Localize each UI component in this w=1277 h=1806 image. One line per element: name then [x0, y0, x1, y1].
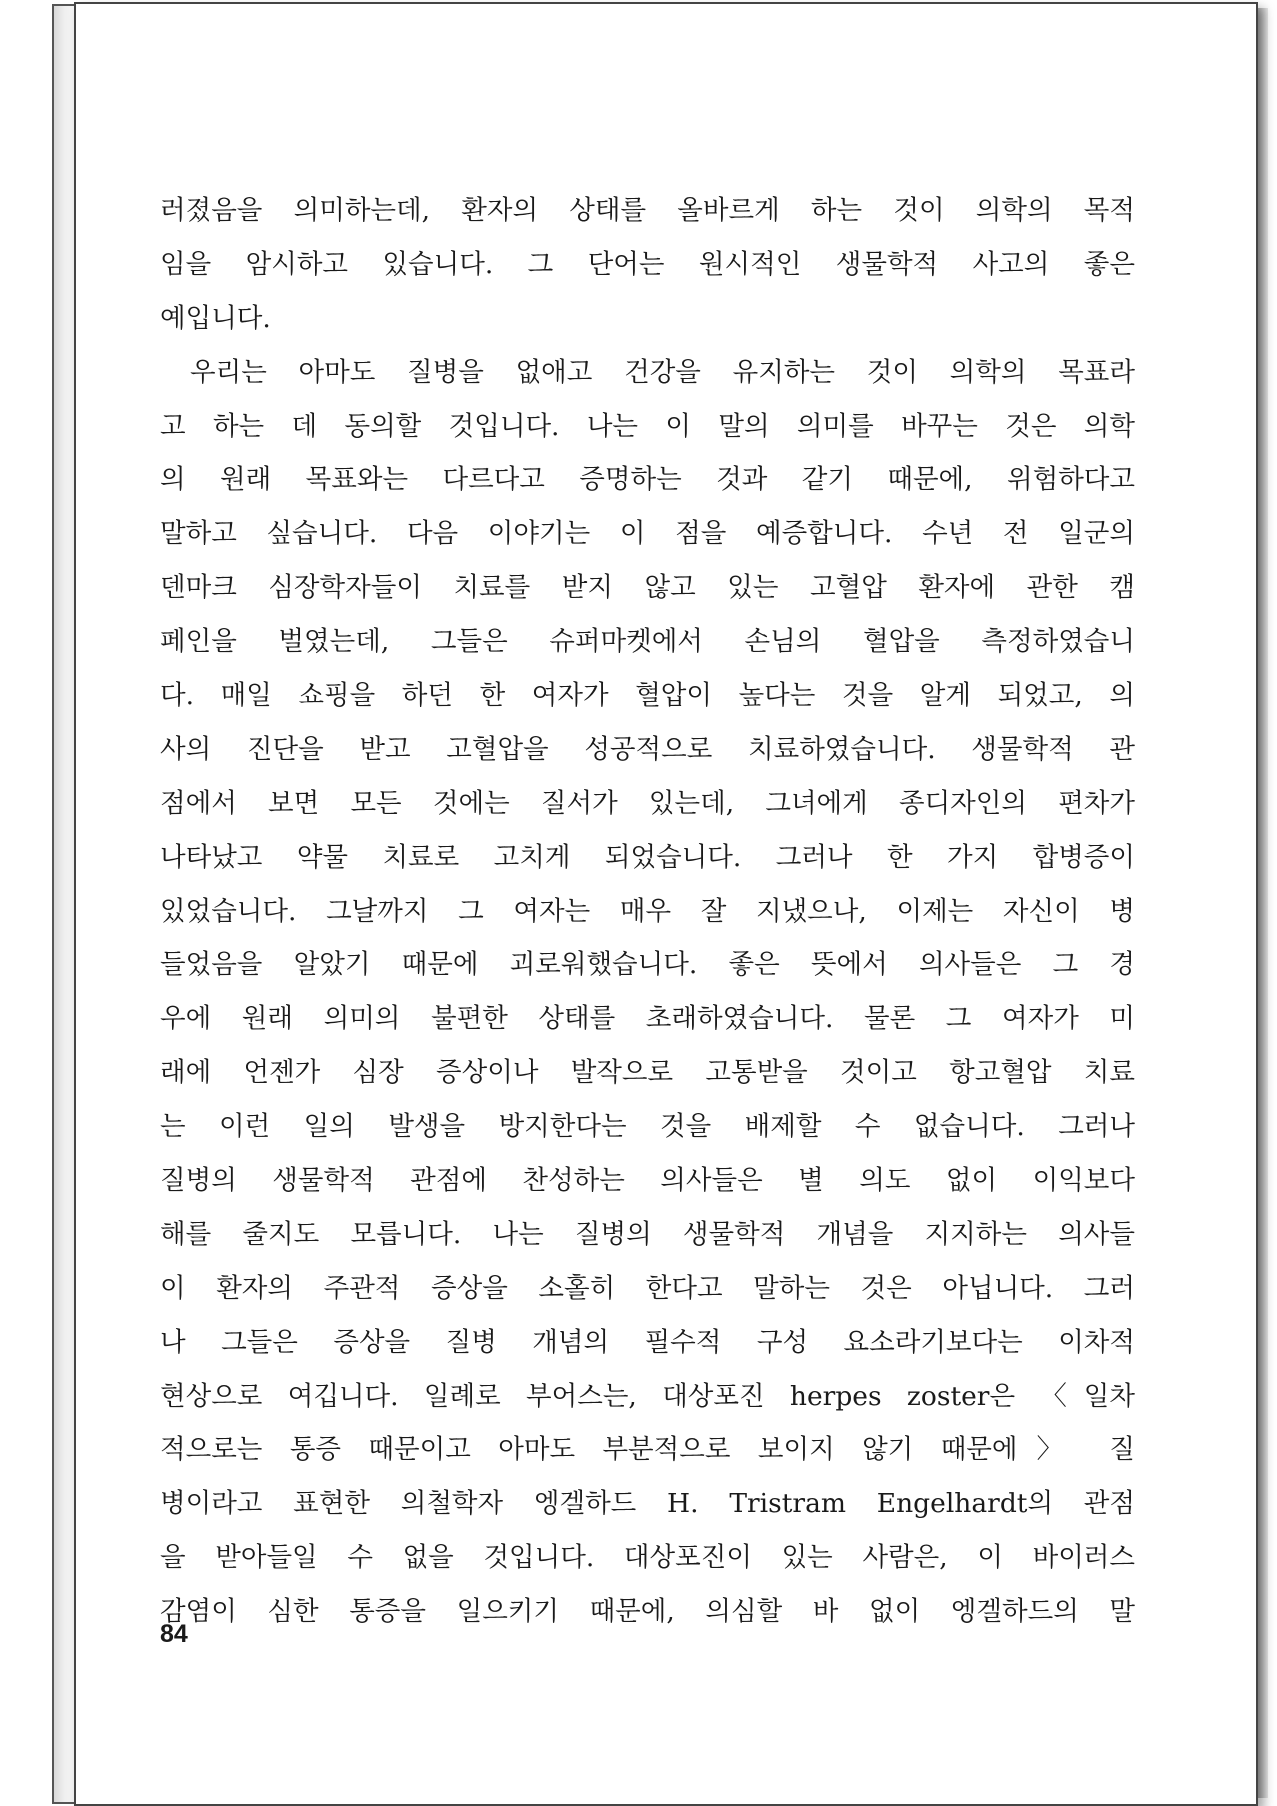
text-line: 있었습니다. 그날까지 그 여자는 매우 잘 지냈으나, 이제는 자신이 병 — [160, 895, 1135, 927]
text-line: 임을 암시하고 있습니다. 그 단어는 원시적인 생물학적 사고의 좋은 — [160, 248, 1135, 280]
text-line: 는 이런 일의 발생을 방지한다는 것을 배제할 수 없습니다. 그러나 — [160, 1111, 1135, 1143]
text-line: 페인을 벌였는데, 그들은 슈퍼마켓에서 손님의 혈압을 측정하였습니 — [160, 626, 1135, 658]
text-line: 우에 원래 의미의 불편한 상태를 초래하였습니다. 물론 그 여자가 미 — [160, 1003, 1135, 1035]
text-line: 덴마크 심장학자들이 치료를 받지 않고 있는 고혈압 환자에 관한 캠 — [160, 572, 1135, 604]
text-line: 나 그들은 증상을 질병 개념의 필수적 구성 요소라기보다는 이차적 — [160, 1326, 1135, 1358]
text-line: 해를 줄지도 모릅니다. 나는 질병의 생물학적 개념을 지지하는 의사들 — [160, 1218, 1135, 1250]
text-line: 예입니다. — [160, 302, 271, 334]
text-line: 나타났고 약물 치료로 고치게 되었습니다. 그러나 한 가지 합병증이 — [160, 841, 1135, 873]
text-line: 들었음을 알았기 때문에 괴로워했습니다. 좋은 뜻에서 의사들은 그 경 — [160, 949, 1135, 981]
text-line: 다. 매일 쇼핑을 하던 한 여자가 혈압이 높다는 것을 알게 되었고, 의 — [160, 680, 1135, 712]
text-line: 병이라고 표현한 의철학자 엥겔하드 H. Tristram Engelhardt의 관점 — [160, 1488, 1135, 1520]
text-line: 이 환자의 주관적 증상을 소홀히 한다고 말하는 것은 아닙니다. 그러 — [160, 1272, 1135, 1304]
text-line: 점에서 보면 모든 것에는 질서가 있는데, 그녀에게 종디자인의 편차가 — [160, 787, 1135, 819]
text-line: 사의 진단을 받고 고혈압을 성공적으로 치료하였습니다. 생물학적 관 — [160, 733, 1135, 765]
text-line: 말하고 싶습니다. 다음 이야기는 이 점을 예증합니다. 수년 전 일군의 — [160, 518, 1135, 550]
text-line: 현상으로 여깁니다. 일례로 부어스는, 대상포진 herpes zoster은 〈일차 — [160, 1380, 1135, 1412]
text-line: 적으로는 통증 때문이고 아마도 부분적으로 보이지 않기 때문에〉 질 — [160, 1434, 1135, 1466]
text-line: 의 원래 목표와는 다르다고 증명하는 것과 같기 때문에, 위험하다고 — [160, 464, 1135, 496]
text-line: 래에 언젠가 심장 증상이나 발작으로 고통받을 것이고 항고혈압 치료 — [160, 1057, 1135, 1089]
text-line: 질병의 생물학적 관점에 찬성하는 의사들은 별 의도 없이 이익보다 — [160, 1165, 1135, 1197]
body-text — [160, 184, 1135, 1639]
text-line: 러졌음을 의미하는데, 환자의 상태를 올바르게 하는 것이 의학의 목적 — [160, 195, 1135, 226]
text-line: 우리는 아마도 질병을 없애고 건강을 유지하는 것이 의학의 목표라 — [190, 356, 1135, 388]
page-number: 84 — [160, 1620, 188, 1648]
text-line: 고 하는 데 동의할 것입니다. 나는 이 말의 의미를 바꾸는 것은 의학 — [160, 410, 1135, 442]
text-line: 을 받아들일 수 없을 것입니다. 대상포진이 있는 사람은, 이 바이러스 — [160, 1542, 1135, 1574]
text-line: 감염이 심한 통증을 일으키기 때문에, 의심할 바 없이 엥겔하드의 말 — [160, 1596, 1135, 1628]
